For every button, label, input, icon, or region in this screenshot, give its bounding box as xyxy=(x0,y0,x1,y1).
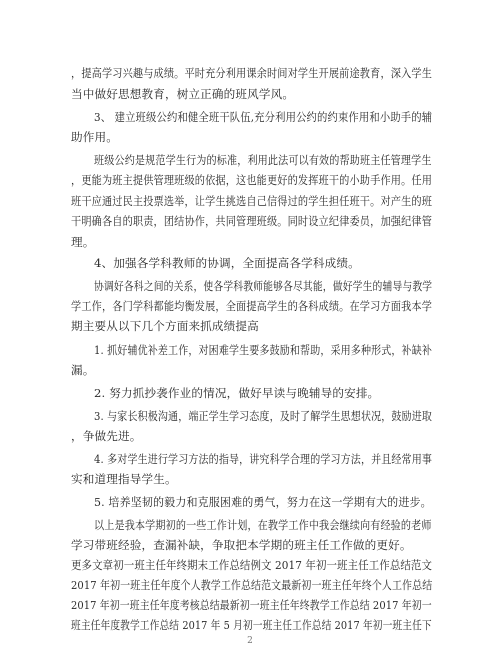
more-articles-line[interactable]: 班主任年度教学工作总结 2017 年 5 月初一班主任工作总结 2017 年初一班主任下 xyxy=(71,618,432,632)
text-line: 以上是我本学期初的一些工作计划，在教学工作中我会继续向有经验的老师 xyxy=(94,518,432,532)
text-line: 班干应通过民主投票选举，让学生挑选自己信得过的学生担任班干。对产生的班 xyxy=(71,194,433,208)
text-line: ，争做先进。 xyxy=(71,429,142,443)
text-line: 助作用。 xyxy=(71,130,118,144)
text-line: 班级公约是规范学生行为的标准，利用此法可以有效的帮助班主任管理学生 xyxy=(94,153,432,167)
text-line: 实和道理指导学生。 xyxy=(71,472,177,486)
text-line: 5. 培养坚韧的毅力和克服困难的勇气，努力在这一学期有大的进步。 xyxy=(94,495,432,509)
text-line: 4. 多对学生进行学习方法的指导，讲究科学合理的学习方法，并且经常用事 xyxy=(94,452,433,466)
text-line: 干明确各自的职责，团结协作，共同管理班级。同时设立纪律委员，加强纪律管 xyxy=(71,214,433,228)
more-articles-line[interactable]: 更多文章初一班主任年终期末工作总结例文 2017 年初一班主任工作总结范文 xyxy=(71,558,433,572)
text-line: 学习带班经验，查漏补缺，争取把本学期的班主任工作做的更好。 xyxy=(71,538,412,552)
more-articles-line[interactable]: 2017 年初一班主任年度考核总结最新初一班主任年终教学工作总结 2017 年初一 xyxy=(71,598,432,612)
text-line: 4、加强各学科教师的协调，全面提高各学科成绩。 xyxy=(94,256,360,270)
text-line: 协调好各科之间的关系，使各学科教师能够各尽其能，做好学生的辅导与教学 xyxy=(94,279,433,293)
text-line: 学工作，各门学科都能均衡发展，全面提高学生的各科成绩。在学习方面我本学 xyxy=(71,299,433,313)
text-line: ，提高学习兴趣与成绩。平时充分利用课余时间对学生开展前途教育，深入学生 xyxy=(71,66,433,80)
text-line: 当中做好思想教育，树立正确的班风学风。 xyxy=(71,87,295,101)
text-line: 期主要从以下几个方面来抓成绩提高 xyxy=(71,319,259,333)
text-line: 理。 xyxy=(71,235,95,249)
text-line: 2. 努力抓抄袭作业的情况，做好早读与晚辅导的安排。 xyxy=(94,386,380,400)
text-line: 3. 与家长积极沟通，端正学生学习态度，及时了解学生思想状况，鼓励进取 xyxy=(94,409,433,423)
text-line: 漏。 xyxy=(71,363,95,377)
text-line: 1. 抓好辅优补差工作，对困难学生要多鼓励和帮助，采用多种形式，补缺补 xyxy=(94,343,433,357)
more-articles-line[interactable]: 2017 年初一班主任年度个人教学工作总结范文最新初一班主任年终个人工作总结 xyxy=(71,578,433,592)
text-line: ，更能为班主提供管理班级的依据，这也能更好的发挥班干的小助手作用。任用 xyxy=(71,173,433,187)
text-line: 3、 建立班级公约和健全班干队伍,充分利用公约的约束作用和小助手的辅 xyxy=(94,110,433,124)
page-number: 2 xyxy=(247,636,253,646)
